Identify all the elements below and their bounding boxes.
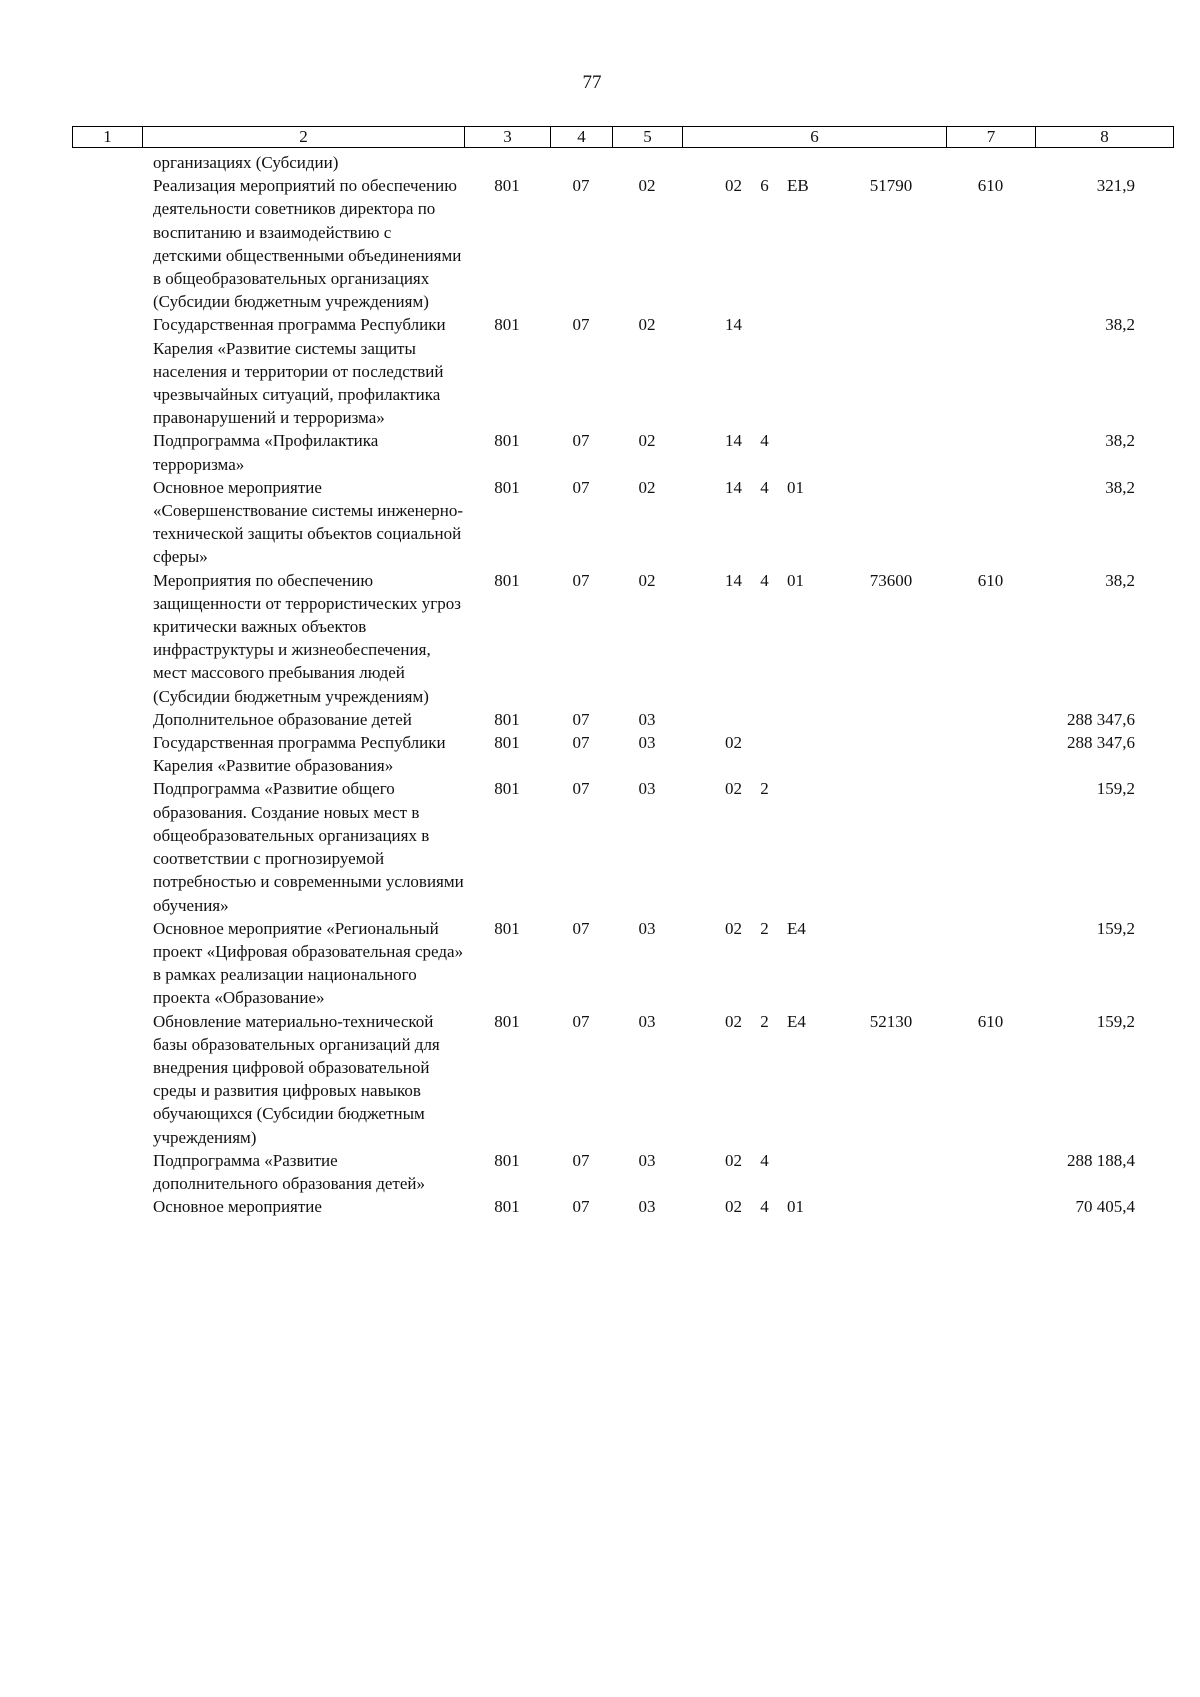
expense-type-cell — [946, 708, 1035, 731]
program-code-cell: 02 — [725, 176, 742, 196]
item-name-cell: Мероприятия по обеспечению защищенности от террористических угроз критически важных объектов инфраструктуры и жизнеобеспечения, мест массового пребывания людей (Субсидии бюджетным учреждениям) — [153, 570, 461, 706]
item-name-cell: Обновление материально-технической базы образовательных организаций для внедрения цифровой образовательной среды и развития цифровых навыков обучающихся (Субсидии бюджетным учреждениям) — [153, 1011, 440, 1147]
subsection-code-cell: 03 — [638, 733, 656, 753]
item-name-cell: Подпрограмма «Развитие дополнительного образования детей» — [153, 1150, 425, 1193]
table-row — [72, 429, 1173, 475]
row-number-cell — [72, 708, 142, 731]
table-row — [72, 1195, 1173, 1218]
subprogram-code-cell: 4 — [760, 570, 769, 590]
expense-type-cell — [946, 777, 1035, 916]
subsection-code-cell: 03 — [638, 1011, 656, 1031]
activity-code-cell: EB — [787, 176, 809, 196]
direction-code-cell — [836, 777, 946, 916]
section-code-cell — [550, 151, 612, 174]
ministry-code-cell: 801 — [494, 570, 520, 590]
item-name-cell: Государственная программа Республики Карелия «Развитие системы защиты населения и территории от последствий чрезвычайных ситуаций, профилактика правонарушений и терроризма» — [153, 315, 446, 428]
subsection-code-cell: 03 — [638, 709, 656, 729]
program-code-cell: 02 — [725, 1150, 742, 1170]
ministry-code-cell: 801 — [494, 918, 520, 938]
section-code-cell: 07 — [572, 1011, 590, 1031]
amount-cell: 38,2 — [1105, 477, 1135, 497]
item-name-cell: Реализация мероприятий по обеспечению деятельности советников директора по воспитанию и взаимодействию с детскими общественными объединениями в общеобразовательных организациях (Субсидии бюджетным учреждениям) — [153, 176, 462, 312]
budget-table — [72, 151, 1173, 1218]
row-number-cell — [72, 1010, 142, 1149]
table-row — [72, 476, 1173, 569]
amount-cell: 321,9 — [1096, 176, 1135, 196]
ministry-code-cell: 801 — [494, 1150, 520, 1170]
activity-code-cell: 01 — [787, 1197, 804, 1217]
direction-code-cell — [836, 313, 946, 429]
subprogram-code-cell: 2 — [760, 1011, 769, 1031]
row-number-cell — [72, 917, 142, 1010]
activity-code-cell — [787, 151, 836, 174]
program-code-cell: 14 — [725, 315, 742, 335]
subsection-code-cell: 02 — [638, 176, 656, 196]
table-row — [72, 708, 1173, 731]
program-code-cell: 02 — [725, 918, 742, 938]
amount-cell: 38,2 — [1105, 570, 1135, 590]
table-row — [72, 777, 1173, 916]
column-header-3: 3 — [465, 127, 551, 148]
subprogram-code-cell: 4 — [760, 1197, 769, 1217]
activity-code-cell: 01 — [787, 570, 804, 590]
column-header-2: 2 — [143, 127, 465, 148]
direction-code-cell: 52130 — [869, 1011, 913, 1031]
activity-code-cell: E4 — [787, 918, 806, 938]
expense-type-cell — [946, 151, 1035, 174]
page-number: 77 — [582, 72, 602, 93]
column-header-7: 7 — [947, 127, 1036, 148]
row-number-cell — [72, 777, 142, 916]
table-row — [72, 569, 1173, 708]
activity-code-cell: 01 — [787, 477, 804, 497]
subprogram-code-cell — [742, 731, 787, 777]
subprogram-code-cell — [742, 151, 787, 174]
expense-type-cell — [946, 476, 1035, 569]
table-row — [72, 1149, 1173, 1195]
subprogram-code-cell: 2 — [760, 918, 769, 938]
ministry-code-cell — [464, 151, 550, 174]
direction-code-cell — [836, 429, 946, 475]
direction-code-cell: 73600 — [869, 570, 913, 590]
amount-cell — [1035, 151, 1173, 174]
activity-code-cell — [787, 708, 836, 731]
program-code-cell — [682, 151, 742, 174]
subsection-code-cell: 03 — [638, 779, 656, 799]
direction-code-cell: 51790 — [869, 176, 913, 196]
column-header-5: 5 — [613, 127, 683, 148]
subsection-code-cell: 03 — [638, 1150, 656, 1170]
row-number-cell — [72, 151, 142, 174]
row-number-cell — [72, 569, 142, 708]
direction-code-cell — [836, 151, 946, 174]
activity-code-cell — [787, 429, 836, 475]
program-code-cell: 14 — [725, 431, 742, 451]
row-number-cell — [72, 429, 142, 475]
direction-code-cell — [836, 708, 946, 731]
table-row — [72, 1010, 1173, 1149]
amount-cell: 159,2 — [1096, 1011, 1135, 1031]
activity-code-cell — [787, 731, 836, 777]
subprogram-code-cell: 4 — [760, 1150, 769, 1170]
table-row — [72, 731, 1173, 777]
ministry-code-cell: 801 — [494, 315, 520, 335]
ministry-code-cell: 801 — [494, 477, 520, 497]
activity-code-cell — [787, 313, 836, 429]
expense-type-cell: 610 — [977, 1011, 1004, 1031]
item-name-cell: Государственная программа Республики Карелия «Развитие образования» — [153, 733, 446, 776]
direction-code-cell — [836, 731, 946, 777]
program-code-cell: 14 — [725, 570, 742, 590]
item-name-cell: организациях (Субсидии) — [153, 153, 339, 172]
item-name-cell: Дополнительное образование детей — [153, 709, 412, 729]
subsection-code-cell: 02 — [638, 477, 656, 497]
program-code-cell: 02 — [725, 1197, 742, 1217]
program-code-cell: 02 — [725, 1011, 742, 1031]
amount-cell: 159,2 — [1096, 918, 1135, 938]
expense-type-cell — [946, 731, 1035, 777]
ministry-code-cell: 801 — [494, 176, 520, 196]
column-header-row — [73, 127, 1174, 148]
table-row — [72, 917, 1173, 1010]
amount-cell: 288 347,6 — [1067, 709, 1135, 729]
section-code-cell: 07 — [572, 176, 590, 196]
program-code-cell: 02 — [725, 779, 742, 799]
column-header-8: 8 — [1036, 127, 1174, 148]
amount-cell: 159,2 — [1096, 779, 1135, 799]
section-code-cell: 07 — [572, 477, 590, 497]
expense-type-cell: 610 — [977, 176, 1004, 196]
program-code-cell: 14 — [725, 477, 742, 497]
column-header-table — [72, 126, 1174, 148]
activity-code-cell — [787, 1149, 836, 1195]
row-number-cell — [72, 1195, 142, 1218]
activity-code-cell: E4 — [787, 1011, 806, 1031]
subsection-code-cell: 02 — [638, 570, 656, 590]
expense-type-cell — [946, 1149, 1035, 1195]
row-number-cell — [72, 174, 142, 313]
section-code-cell: 07 — [572, 1150, 590, 1170]
subprogram-code-cell — [742, 708, 787, 731]
section-code-cell: 07 — [572, 709, 590, 729]
subprogram-code-cell: 2 — [760, 779, 769, 799]
section-code-cell: 07 — [572, 918, 590, 938]
expense-type-cell — [946, 429, 1035, 475]
section-code-cell: 07 — [572, 733, 590, 753]
expense-type-cell — [946, 1195, 1035, 1218]
ministry-code-cell: 801 — [494, 431, 520, 451]
expense-type-cell: 610 — [977, 570, 1004, 590]
program-code-cell — [682, 708, 742, 731]
amount-cell: 288 188,4 — [1067, 1150, 1135, 1170]
ministry-code-cell: 801 — [494, 779, 520, 799]
item-name-cell: Основное мероприятие «Региональный проект «Цифровая образовательная среда» в рамках реализации национального проекта «Образование» — [153, 918, 464, 1008]
ministry-code-cell: 801 — [494, 1197, 520, 1217]
subprogram-code-cell: 6 — [760, 176, 769, 196]
amount-cell: 38,2 — [1105, 431, 1135, 451]
row-number-cell — [72, 731, 142, 777]
section-code-cell: 07 — [572, 1197, 590, 1217]
direction-code-cell — [836, 1149, 946, 1195]
item-name-cell: Подпрограмма «Развитие общего образования. Создание новых мест в общеобразовательных организациях в соответствии с прогнозируемой потребностью и современными условиями обучения» — [153, 779, 464, 915]
expense-type-cell — [946, 917, 1035, 1010]
column-header-4: 4 — [551, 127, 613, 148]
column-header-1: 1 — [73, 127, 143, 148]
item-name-cell: Основное мероприятие — [153, 1197, 322, 1217]
table-body — [72, 151, 1173, 1218]
expense-type-cell — [946, 313, 1035, 429]
subprogram-code-cell: 4 — [760, 477, 769, 497]
row-number-cell — [72, 476, 142, 569]
subsection-code-cell — [612, 151, 682, 174]
amount-cell: 288 347,6 — [1067, 733, 1135, 753]
direction-code-cell — [836, 476, 946, 569]
table-row — [72, 313, 1173, 429]
row-number-cell — [72, 313, 142, 429]
ministry-code-cell: 801 — [494, 1011, 520, 1031]
ministry-code-cell: 801 — [494, 733, 520, 753]
subprogram-code-cell: 4 — [760, 431, 769, 451]
subprogram-code-cell — [742, 313, 787, 429]
program-code-cell: 02 — [725, 733, 742, 753]
subsection-code-cell: 02 — [638, 315, 656, 335]
table-row — [72, 151, 1173, 174]
ministry-code-cell: 801 — [494, 709, 520, 729]
direction-code-cell — [836, 917, 946, 1010]
column-header-6: 6 — [683, 127, 947, 148]
section-code-cell: 07 — [572, 570, 590, 590]
item-name-cell: Основное мероприятие «Совершенствование системы инженерно-технической защиты объектов социальной сферы» — [153, 477, 464, 567]
row-number-cell — [72, 1149, 142, 1195]
table-row — [72, 174, 1173, 313]
activity-code-cell — [787, 777, 836, 916]
direction-code-cell — [836, 1195, 946, 1218]
subsection-code-cell: 02 — [638, 431, 656, 451]
amount-cell: 38,2 — [1105, 315, 1135, 335]
section-code-cell: 07 — [572, 779, 590, 799]
section-code-cell: 07 — [572, 315, 590, 335]
section-code-cell: 07 — [572, 431, 590, 451]
amount-cell: 70 405,4 — [1075, 1197, 1135, 1217]
subsection-code-cell: 03 — [638, 918, 656, 938]
subsection-code-cell: 03 — [638, 1197, 656, 1217]
item-name-cell: Подпрограмма «Профилактика терроризма» — [153, 431, 379, 474]
